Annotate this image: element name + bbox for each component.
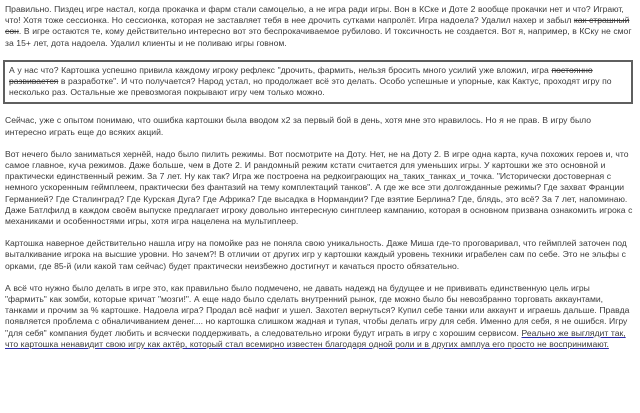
quote-text-b: в разработке". И что получается? Народ устал, но продолжает всё это делать. Особо успешные и упорные, как Кактус, проходят игру по несколько раз. Остальные же превозмогая покрывают игру чем только можно.	[9, 76, 612, 98]
paragraph-3: Сейчас, уже с опытом понимаю, что ошибка картошки была вводом х2 за первый бой в день, хотя мне это нравилось. Но я не прав. В игру было интересно играть еще до всяких акций.	[5, 115, 592, 137]
quote-text-a: А у нас что? Картошка успешно привила каждому игроку рефлекс "дрочить, фармить, нельзя бросить много усилий уже вложил, игра	[9, 64, 552, 75]
paragraph-1	[5, 4, 633, 49]
paragraph-6	[5, 283, 633, 350]
paragraph-1-text-a: Правильно. Пиздец игре настал, когда прокачка и фарм стали самоцелью, а не игра ради игры. Вон в КСке и Доте 2 вообще прокачки нет и что? Играют, что! Хотя тоже сессионка. Но сессионка, которая не заставляет тебя в нее дрочить сутками напролёт. Игра надоела? Удалил нахер и забыл	[5, 4, 624, 26]
paragraph-6-text-a: А всё что нужно было делать в игре это, как правильно было подмечено, не давать надежд на будущее и не прививать единственную цель игры "фармить" как зомби, которые кричат "мозги!". А еще надо было сделать внутренний рынок, где можно было бы невозбранно торговать аккаунтами, танками и прочим за % картошке. Надоела игра? Продал всё нафиг и ушел. Захотел вернуться? Купил себе танки или аккаунт и играешь дальше. Правда появляется проблема с обналичиванием денег.... но картошка слишком жадная и тупая, чтобы делать игру для себя. Именно для себя, я не ошибся. Игру "для себя" компания будет любить и всячески поддерживать, а следовательно игроки будут играть в игру с хорошим сервисом.	[5, 282, 630, 338]
paragraph-1-text-b: . В игре остаются те, кому действительно интересно вот это беспрокачиваемое рубилово. И токсичность не создается. Вот я, например, в КСку не смог за 15+ лет, дота надоела. Удалил клиенты и не поливаю игры говном.	[5, 26, 632, 48]
underlined-text: Реально же выглядит так, что картошка ненавидит свою игру как актёр, который стал всемирно известен благодаря одной роли и в других амплуа его просто не воспринимают.	[5, 327, 626, 349]
quote-block	[3, 60, 633, 105]
post-content	[5, 4, 633, 350]
strikethrough-text: как страшный сон	[5, 15, 630, 37]
paragraph-5: Картошка наверное действительно нашла игру на помойке раз не поняла свою уникальность. Даже Миша где-то проговаривал, что геймплей заточен под выталкивание игрока на высшие уровни. Но зачем?! В отличии от других игр у картошки каждый уровень техники играбелен сам по себе. Это не эльфы с орками, где 85-й (или какой там сейчас) будет практически неизбежно достигнут и качаться просто обязательно.	[5, 238, 627, 271]
quote-paragraph	[9, 65, 627, 99]
paragraph-4: Вот нечего было заниматься хернёй, надо было пилить режимы. Вот посмотрите на Доту. Нет, не на Доту 2. В игре одна карта, куча похожих героев и, что самое главное, куча режимов. Даже больше, чем в Доте 2. И рандомный режим кстати считается для уменьших игры. У картошки же это основной и практически единственный режим. За 7 лет. Ну как так? Игра же построена на редкоиграющих на_таких_танках_и_точка. "Исторически достоверная с немного ускоренным геймплеем, практически без фантазий на тему комплектаций танков". А где же все эти долгожданные режимы? Где захват Франции Германией? Где Сталинград? Где Курская Дуга? Где Африка? Где высадка в Нормандии? Где взятие Берлина? Где, блядь, это всё? За 7 лет, напоминаю. Даже Батлфилд в каждом своём выпуске предлагает игроку довольно интересную сингплеер кампанию, которая в основном призвана ознакомить игрока с механиками и особенностями игры, хотя игра нацелена на мультиплеер.	[5, 148, 633, 227]
quote-strikethrough-text: постоянно развивается	[9, 64, 593, 87]
